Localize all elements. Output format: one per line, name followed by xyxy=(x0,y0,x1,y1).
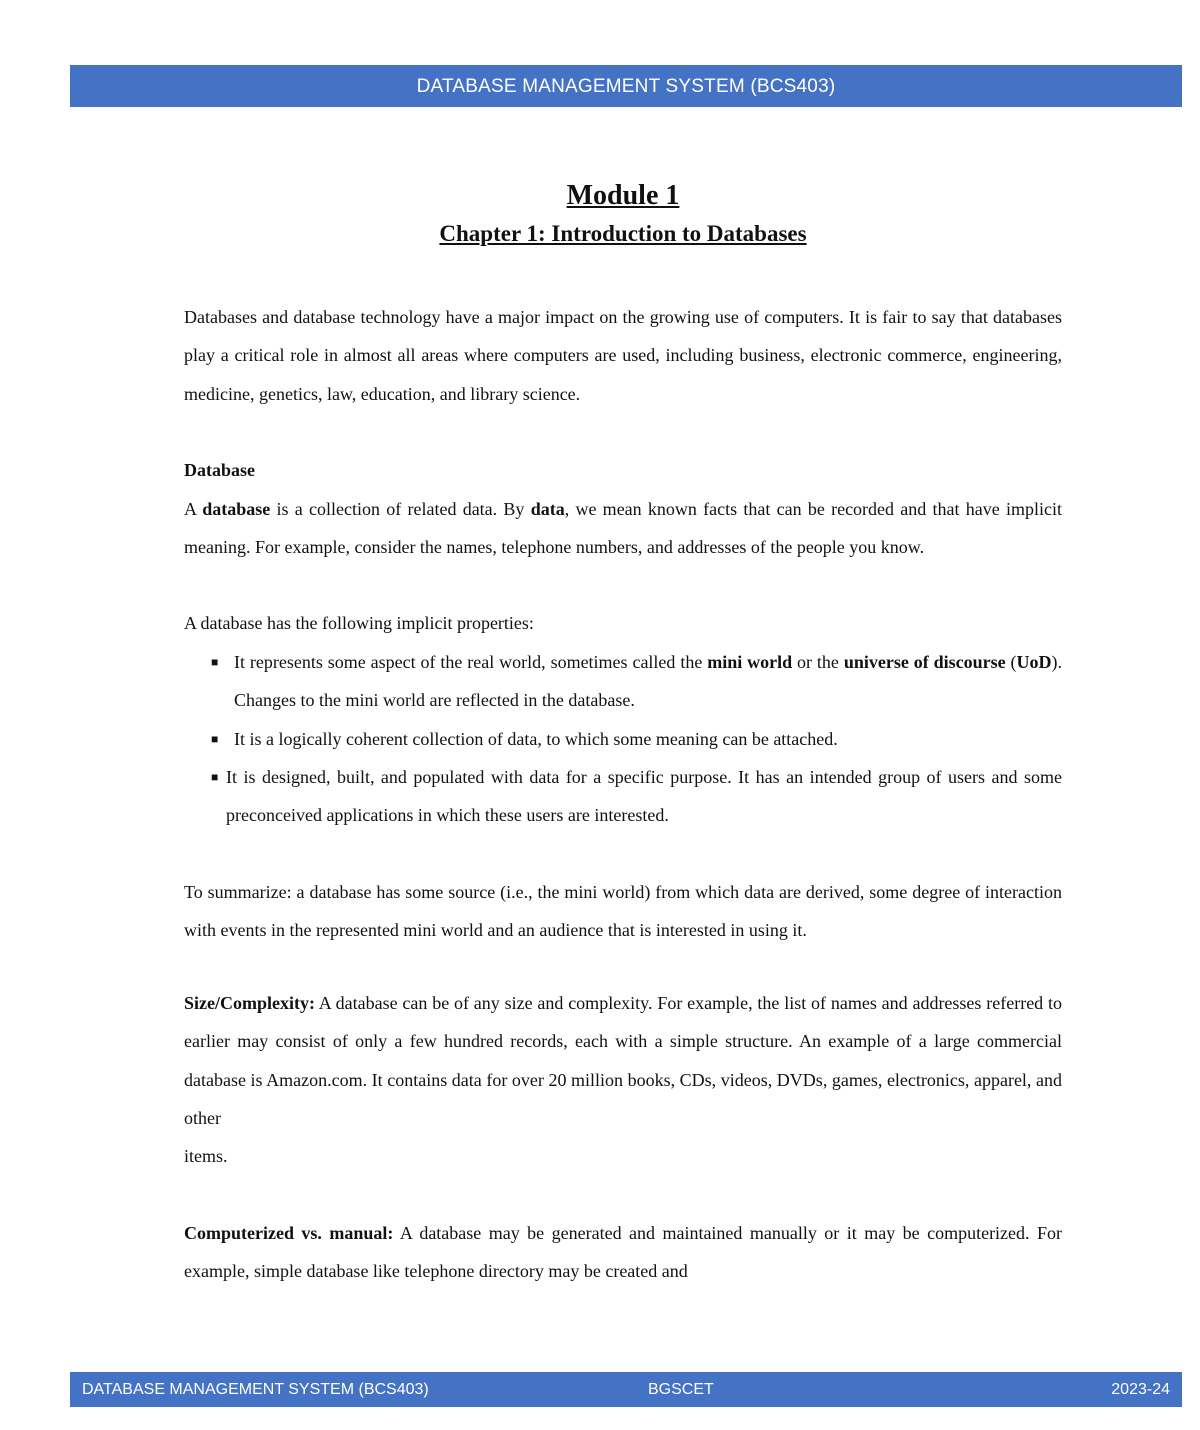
def-text-1: A xyxy=(184,498,203,519)
prop1-text-1: It represents some aspect of the real world, sometimes called the xyxy=(234,651,708,672)
list-item xyxy=(184,643,1062,720)
page-header xyxy=(70,65,1182,107)
prop1-term-universe: universe of discourse xyxy=(843,651,1006,672)
summary-paragraph: To summarize: a database has some source (i.e., the mini world) from which data are derived, some degree of interaction with events in the represented mini world and an audience that is interested in using it. xyxy=(184,881,1062,941)
size-complexity-paragraph xyxy=(184,984,1062,1138)
def-text-2: is a collection of related data. By xyxy=(270,498,531,519)
list-item xyxy=(184,720,1062,758)
properties-intro: A database has the following implicit properties: xyxy=(184,613,534,634)
list-item xyxy=(184,758,1062,835)
database-definition xyxy=(184,490,1062,567)
intro-paragraph: Databases and database technology have a major impact on the growing use of computers. It is fair to say that databases play a critical role in almost all areas where computers are used, including business, electronic commerce, engineering, medicine, genetics, law, education, and library science. xyxy=(184,307,1062,404)
footer-year: 2023-24 xyxy=(1111,1381,1170,1398)
size-complexity-label: Size/Complexity: xyxy=(184,992,315,1013)
prop1-text-2: or the xyxy=(792,651,844,672)
prop1-text-4: ). Changes to the mini world are reflected in the database. xyxy=(234,651,1063,711)
def-text-3: , we mean known facts that can be recorded and that have implicit meaning. For example, consider the names, telephone numbers, and addresses of the people you know. xyxy=(184,498,1062,558)
prop1-text-3: ( xyxy=(1005,651,1017,672)
size-complexity-text: A database can be of any size and complexity. For example, the list of names and addresses referred to earlier may consist of only a few hundred records, each with a simple structure. An example of a large commercial database is Amazon.com. It contains data for over 20 million books, CDs, videos, DVDs, games, electronics, apparel, and other xyxy=(184,992,1062,1128)
bullet-icon: ■ xyxy=(211,731,219,746)
document-body xyxy=(184,170,1062,1291)
chapter-title: Chapter 1: Introduction to Databases xyxy=(439,221,807,246)
database-heading: Database xyxy=(184,460,255,481)
def-term-database: database xyxy=(202,498,271,519)
prop3-text: It is designed, built, and populated with data for a specific purpose. It has an intended group of users and some preconceived applications in which these users are interested. xyxy=(226,767,1062,826)
bullet-icon: ■ xyxy=(211,770,219,785)
module-title: Module 1 xyxy=(566,180,680,211)
size-complexity-tail: items. xyxy=(184,1146,228,1167)
prop1-term-mini-world: mini world xyxy=(707,651,793,672)
prop2-text: It is a logically coherent collection of data, to which some meaning can be attached. xyxy=(234,728,838,749)
prop1-term-uod: UoD xyxy=(1016,651,1052,672)
properties-list xyxy=(184,643,1062,835)
computerized-label: Computerized vs. manual: xyxy=(184,1222,394,1243)
footer-institution: BGSCET xyxy=(648,1381,714,1398)
footer-course-title: DATABASE MANAGEMENT SYSTEM (BCS403) xyxy=(82,1381,429,1398)
def-term-data: data xyxy=(530,498,565,519)
computerized-text: A database may be generated and maintained manually or it may be computerized. For example, simple database like telephone directory may be created and xyxy=(184,1222,1062,1282)
computerized-paragraph xyxy=(184,1214,1062,1291)
header-title: DATABASE MANAGEMENT SYSTEM (BCS403) xyxy=(416,76,836,97)
page-footer xyxy=(70,1372,1182,1407)
bullet-icon: ■ xyxy=(211,654,219,669)
